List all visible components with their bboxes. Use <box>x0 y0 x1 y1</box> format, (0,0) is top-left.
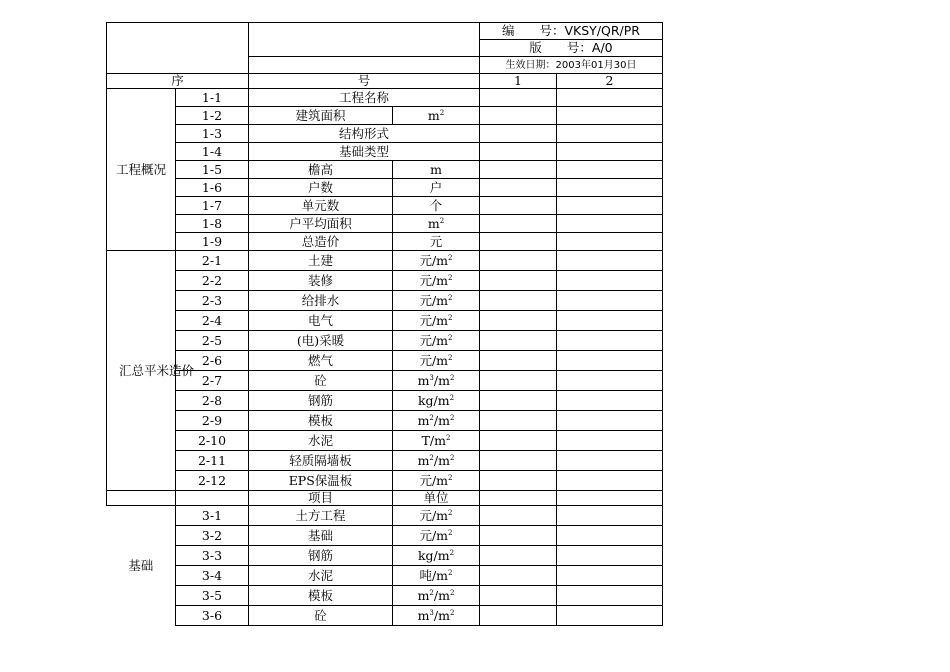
value-cell-2[interactable] <box>557 606 663 626</box>
row-id: 1-3 <box>176 125 249 143</box>
value-cell-2[interactable] <box>557 179 663 197</box>
row-unit: 元$/m^2$ <box>393 291 480 311</box>
row-name: 户数 <box>249 179 393 197</box>
table-row <box>107 251 663 271</box>
row-id: 3-2 <box>176 526 249 546</box>
row-id: 2-4 <box>176 311 249 331</box>
row-name: EPS保温板 <box>249 471 393 491</box>
table-row <box>107 411 663 431</box>
table-row <box>107 179 663 197</box>
cost-table <box>106 22 663 626</box>
group-label: 汇总平米造价 <box>107 251 176 491</box>
value-cell-2[interactable] <box>557 471 663 491</box>
row-unit: $m^2/m^2$ <box>393 451 480 471</box>
item-header: 项目 <box>249 491 393 506</box>
value-cell-1[interactable] <box>480 331 557 351</box>
group-label: 基础 <box>107 506 176 626</box>
value-cell-2[interactable] <box>557 586 663 606</box>
row-id: 1-4 <box>176 143 249 161</box>
effective-date: 生效日期：2003年01月30日 <box>480 57 663 74</box>
table-row <box>107 143 663 161</box>
row-unit: $kg/m^2$ <box>393 391 480 411</box>
table-row <box>107 391 663 411</box>
value-cell-2[interactable] <box>557 526 663 546</box>
value-cell-2[interactable] <box>557 506 663 526</box>
value-cell-1[interactable] <box>480 107 557 125</box>
row-name: (电)采暖 <box>249 331 393 351</box>
row-unit: 元$/m^2$ <box>393 271 480 291</box>
row-unit: 吨$/m^2$ <box>393 566 480 586</box>
value-cell-1[interactable] <box>480 566 557 586</box>
col1-header: 1 <box>480 74 557 89</box>
table-row <box>107 331 663 351</box>
row-unit: 个 <box>393 197 480 215</box>
value-cell-1[interactable] <box>480 606 557 626</box>
row-name: 电气 <box>249 311 393 331</box>
value-cell-2[interactable] <box>557 351 663 371</box>
table-row <box>107 506 663 526</box>
row-id: 3-4 <box>176 566 249 586</box>
table-row <box>107 107 663 125</box>
table-row <box>107 546 663 566</box>
row-unit: 元$/m^2$ <box>393 251 480 271</box>
table-row <box>107 215 663 233</box>
row-name: 基础 <box>249 526 393 546</box>
row-unit: m <box>393 161 480 179</box>
row-unit: 元$/m^2$ <box>393 526 480 546</box>
table-row <box>107 526 663 546</box>
row-name: 模板 <box>249 586 393 606</box>
row-name: 砼 <box>249 606 393 626</box>
value-cell-1[interactable] <box>480 411 557 431</box>
table-row <box>107 125 663 143</box>
row-unit: $m^2$ <box>393 215 480 233</box>
row-name: 总造价 <box>249 233 393 251</box>
row-id: 3-5 <box>176 586 249 606</box>
value-cell-1[interactable] <box>480 546 557 566</box>
value-cell-2[interactable] <box>557 371 663 391</box>
value-cell-2[interactable] <box>557 331 663 351</box>
table-row <box>107 271 663 291</box>
blank-cell <box>107 491 176 506</box>
row-name: 水泥 <box>249 566 393 586</box>
row-name: 水泥 <box>249 431 393 451</box>
row-id: 2-1 <box>176 251 249 271</box>
row-name: 土建 <box>249 251 393 271</box>
col2-header: 2 <box>557 74 663 89</box>
row-unit: 元$/m^2$ <box>393 471 480 491</box>
row-unit: $T/m^2$ <box>393 431 480 451</box>
row-id: 1-7 <box>176 197 249 215</box>
value-cell-1[interactable] <box>480 471 557 491</box>
value-cell-1[interactable] <box>480 351 557 371</box>
row-id: 1-5 <box>176 161 249 179</box>
row-name: 模板 <box>249 411 393 431</box>
row-unit: $m^3/m^2$ <box>393 606 480 626</box>
table-row <box>107 197 663 215</box>
title-cell <box>249 23 480 57</box>
value-cell-1[interactable] <box>480 179 557 197</box>
value-cell-2[interactable] <box>557 161 663 179</box>
value-cell-1[interactable] <box>480 526 557 546</box>
row-unit: 元$/m^2$ <box>393 351 480 371</box>
value-cell-2[interactable] <box>557 431 663 451</box>
row-id: 2-8 <box>176 391 249 411</box>
row-name: 建筑面积 <box>249 107 393 125</box>
row-id: 2-9 <box>176 411 249 431</box>
row-name: 工程名称 <box>249 89 480 107</box>
row-id: 3-1 <box>176 506 249 526</box>
value-cell-1[interactable] <box>480 586 557 606</box>
row-name: 檐高 <box>249 161 393 179</box>
value-cell-1[interactable] <box>480 161 557 179</box>
row-name: 单元数 <box>249 197 393 215</box>
num-header: 号 <box>249 74 480 89</box>
row-id: 1-8 <box>176 215 249 233</box>
row-name: 燃气 <box>249 351 393 371</box>
row-id: 3-3 <box>176 546 249 566</box>
row-id: 2-7 <box>176 371 249 391</box>
table-row <box>107 311 663 331</box>
row-id: 2-3 <box>176 291 249 311</box>
table-row <box>107 451 663 471</box>
table-row <box>107 566 663 586</box>
group-label: 工程概况 <box>107 89 176 251</box>
value-cell-1[interactable] <box>480 451 557 471</box>
table-row <box>107 606 663 626</box>
row-name: 户平均面积 <box>249 215 393 233</box>
row-unit: 元$/m^2$ <box>393 331 480 351</box>
value-cell-2[interactable] <box>557 411 663 431</box>
subheader-row <box>107 491 663 506</box>
doc-version: 版 号：A/0 <box>480 40 663 57</box>
unit-header: 单位 <box>393 491 480 506</box>
row-name: 土方工程 <box>249 506 393 526</box>
table-row <box>107 431 663 451</box>
table-row <box>107 586 663 606</box>
blank-cell <box>176 491 249 506</box>
row-name: 给排水 <box>249 291 393 311</box>
value-cell-1[interactable] <box>480 391 557 411</box>
row-name: 轻质隔墙板 <box>249 451 393 471</box>
row-unit: $kg/m^2$ <box>393 546 480 566</box>
value-cell-2[interactable] <box>557 291 663 311</box>
row-id: 2-10 <box>176 431 249 451</box>
row-id: 1-1 <box>176 89 249 107</box>
row-id: 3-6 <box>176 606 249 626</box>
table-row <box>107 471 663 491</box>
row-id: 2-12 <box>176 471 249 491</box>
doc-code: 编 号：VKSY/QR/PR <box>480 23 663 40</box>
row-name: 砼 <box>249 371 393 391</box>
row-id: 2-2 <box>176 271 249 291</box>
logo-cell <box>107 23 249 74</box>
table-row <box>107 233 663 251</box>
value-cell-2[interactable] <box>557 566 663 586</box>
row-unit: 元 <box>393 233 480 251</box>
value-cell-2[interactable] <box>557 125 663 143</box>
value-cell-2[interactable] <box>557 451 663 471</box>
value-cell-1[interactable] <box>480 506 557 526</box>
value-cell-2[interactable] <box>557 546 663 566</box>
table-row <box>107 89 663 107</box>
value-cell-2[interactable] <box>557 251 663 271</box>
value-cell-1[interactable] <box>480 215 557 233</box>
row-name: 钢筋 <box>249 546 393 566</box>
value-cell-1[interactable] <box>480 197 557 215</box>
row-id: 2-5 <box>176 331 249 351</box>
value-cell-2[interactable] <box>557 311 663 331</box>
row-name: 装修 <box>249 271 393 291</box>
row-id: 1-2 <box>176 107 249 125</box>
row-id: 2-11 <box>176 451 249 471</box>
value-cell-2[interactable] <box>557 215 663 233</box>
value-cell-2[interactable] <box>557 143 663 161</box>
value-cell-1[interactable] <box>480 271 557 291</box>
title-lower-cell <box>249 57 480 74</box>
value-cell-1[interactable] <box>480 233 557 251</box>
table-row <box>107 291 663 311</box>
row-unit: $m^3/m^2$ <box>393 371 480 391</box>
blank-cell <box>480 491 557 506</box>
value-cell-1[interactable] <box>480 125 557 143</box>
row-id: 1-6 <box>176 179 249 197</box>
value-cell-1[interactable] <box>480 89 557 107</box>
row-unit: 户 <box>393 179 480 197</box>
value-cell-2[interactable] <box>557 271 663 291</box>
value-cell-2[interactable] <box>557 89 663 107</box>
value-cell-2[interactable] <box>557 233 663 251</box>
row-name: 钢筋 <box>249 391 393 411</box>
row-unit: 元$/m^2$ <box>393 506 480 526</box>
row-name: 基础类型 <box>249 143 480 161</box>
row-unit: $m^2$ <box>393 107 480 125</box>
value-cell-1[interactable] <box>480 431 557 451</box>
row-unit: $m^2/m^2$ <box>393 586 480 606</box>
value-cell-2[interactable] <box>557 107 663 125</box>
row-name: 结构形式 <box>249 125 480 143</box>
value-cell-2[interactable] <box>557 197 663 215</box>
value-cell-1[interactable] <box>480 291 557 311</box>
value-cell-1[interactable] <box>480 371 557 391</box>
row-unit: $m^2/m^2$ <box>393 411 480 431</box>
value-cell-1[interactable] <box>480 251 557 271</box>
table-row <box>107 161 663 179</box>
row-id: 1-9 <box>176 233 249 251</box>
seq-header: 序 <box>107 74 249 89</box>
value-cell-2[interactable] <box>557 391 663 411</box>
row-id: 2-6 <box>176 351 249 371</box>
value-cell-1[interactable] <box>480 311 557 331</box>
blank-cell <box>557 491 663 506</box>
row-unit: 元$/m^2$ <box>393 311 480 331</box>
value-cell-1[interactable] <box>480 143 557 161</box>
